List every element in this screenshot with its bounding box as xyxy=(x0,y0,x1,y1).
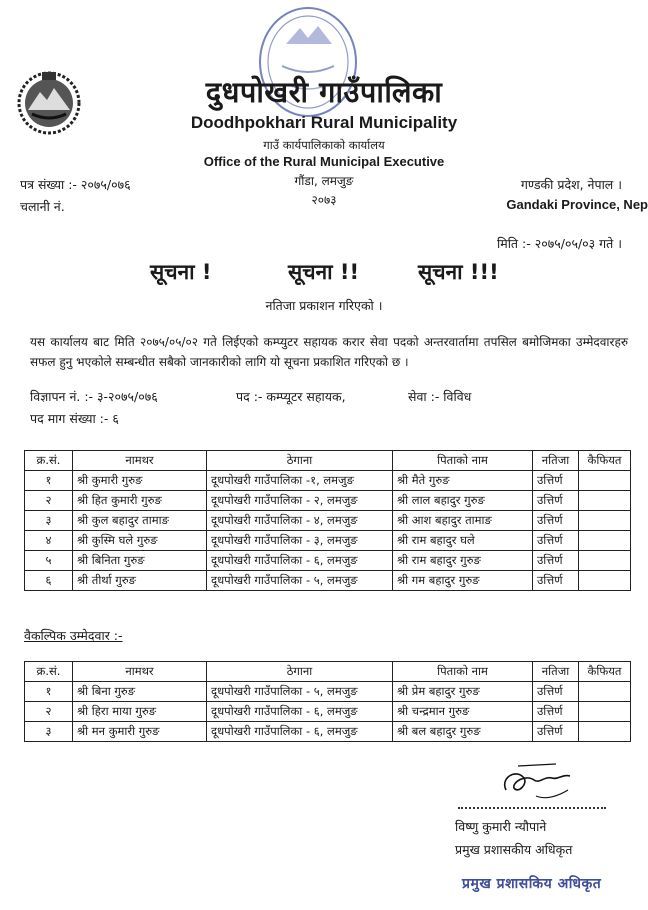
cell-address: दूधपोखरी गाउँपालिका - ५, लमजुङ xyxy=(207,571,393,591)
cell-sn: २ xyxy=(25,702,73,722)
cell-sn: १ xyxy=(25,682,73,702)
cell-address: दूधपोखरी गाउँपालिका - ६, लमजुङ xyxy=(207,702,393,722)
handwritten-signature xyxy=(496,760,576,806)
signature-line xyxy=(458,806,606,809)
service-name: सेवा :- विविध xyxy=(408,389,472,404)
cell-result: उत्तिर्ण xyxy=(533,551,579,571)
cell-remarks xyxy=(579,722,631,742)
cell-father: श्री मैते गुरुङ xyxy=(393,471,533,491)
office-name-nepali: गाउँ कार्यपालिकाको कार्यालय xyxy=(263,138,385,152)
cell-remarks xyxy=(579,471,631,491)
cell-name: श्री बिनिता गुरुङ xyxy=(73,551,207,571)
cell-result: उत्तिर्ण xyxy=(533,491,579,511)
signatory-name: विष्णु कुमारी न्यौपाने xyxy=(455,819,547,834)
cell-result: उत्तिर्ण xyxy=(533,702,579,722)
cell-name: श्री तीर्था गुरुङ xyxy=(73,571,207,591)
dispatch-number: चलानी नं. xyxy=(20,199,65,214)
cell-sn: ४ xyxy=(25,531,73,551)
header-name: नामथर xyxy=(73,662,207,682)
table-row xyxy=(25,551,631,571)
header-remarks: कैफियत xyxy=(579,451,631,471)
cell-remarks xyxy=(579,682,631,702)
header-sn: क्र.सं. xyxy=(25,662,73,682)
table-header-row xyxy=(25,662,631,682)
cell-sn: २ xyxy=(25,491,73,511)
cell-result: उत्तिर्ण xyxy=(533,571,579,591)
cell-address: दूधपोखरी गाउँपालिका -१, लमजुङ xyxy=(207,471,393,491)
cell-remarks xyxy=(579,531,631,551)
header-remarks: कैफियत xyxy=(579,662,631,682)
cell-sn: ६ xyxy=(25,571,73,591)
cell-result: उत्तिर्ण xyxy=(533,511,579,531)
notice-paragraph: यस कार्यालय बाट मिति २०७५/०५/०२ गते लिईएको कम्प्युटर सहायक करार सेवा पदको अन्तरवार्तामा तपसिल बमोजिमका उम्मेदवारहरु सफल हुनु भएकोले सम्बन्धीत सबैको जानकारीको लागि यो सूचना प्रकाशित गरिएको छ । xyxy=(30,335,628,369)
cell-remarks xyxy=(579,491,631,511)
cell-remarks xyxy=(579,511,631,531)
cell-father: श्री गम बहादुर गुरुङ xyxy=(393,571,533,591)
post-name: पद :- कम्प्यूटर सहायक, xyxy=(236,389,346,404)
municipality-title-nepali: दुधपोखरी गाउँपालिका xyxy=(205,75,443,109)
cell-address: दूधपोखरी गाउँपालिका - ४, लमजुङ xyxy=(207,511,393,531)
cell-result: उत्तिर्ण xyxy=(533,722,579,742)
notice-subtitle: नतिजा प्रकाशन गरिएको । xyxy=(265,298,383,313)
cell-father: श्री लाल बहादुर गुरुङ xyxy=(393,491,533,511)
cell-sn: १ xyxy=(25,471,73,491)
cell-address: दूधपोखरी गाउँपालिका - ५, लमजुङ xyxy=(207,682,393,702)
cell-name: श्री हिरा माया गुरुङ xyxy=(73,702,207,722)
cell-sn: ३ xyxy=(25,722,73,742)
table-row xyxy=(25,471,631,491)
alternate-candidates-heading: वैकल्पिक उम्मेदवार :- xyxy=(24,628,123,643)
header-name: नामथर xyxy=(73,451,207,471)
notice-word-2: सूचना !! xyxy=(288,260,360,284)
header-result: नतिजा xyxy=(533,451,579,471)
designation-stamp: प्रमुख प्रशासकिय अधिकृत xyxy=(462,876,602,892)
results-table xyxy=(24,450,631,591)
header-address: ठेगाना xyxy=(207,662,393,682)
cell-father: श्री बल बहादुर गुरुङ xyxy=(393,722,533,742)
cell-remarks xyxy=(579,551,631,571)
header-result: नतिजा xyxy=(533,662,579,682)
header-father: पिताको नाम xyxy=(393,451,533,471)
cell-name: श्री बिना गुरुङ xyxy=(73,682,207,702)
advertisement-number: विज्ञापन नं. :- ३-२०७५/०७६ xyxy=(30,389,158,404)
notice-heading xyxy=(0,258,648,290)
cell-address: दूधपोखरी गाउँपालिका - ६, लमजुङ xyxy=(207,722,393,742)
cell-name: श्री कुस्मि घले गुरुङ xyxy=(73,531,207,551)
table-row xyxy=(25,511,631,531)
cell-father: श्री राम बहादुर गुरुङ xyxy=(393,551,533,571)
header-father: पिताको नाम xyxy=(393,662,533,682)
table-row xyxy=(25,702,631,722)
cell-address: दूधपोखरी गाउँपालिका - ३, लमजुङ xyxy=(207,531,393,551)
office-name-english: Office of the Rural Municipal Executive xyxy=(203,154,445,169)
cell-result: उत्तिर्ण xyxy=(533,531,579,551)
cell-name: श्री मन कुमारी गुरुङ xyxy=(73,722,207,742)
established-year: २०७३ xyxy=(311,193,337,207)
cell-result: उत्तिर्ण xyxy=(533,471,579,491)
cell-name: श्री कुमारी गुरुङ xyxy=(73,471,207,491)
cell-address: दूधपोखरी गाउँपालिका - २, लमजुङ xyxy=(207,491,393,511)
cell-name: श्री हित कुमारी गुरुङ xyxy=(73,491,207,511)
cell-sn: ३ xyxy=(25,511,73,531)
cell-father: श्री चन्द्रमान गुरुङ xyxy=(393,702,533,722)
header-address: ठेगाना xyxy=(207,451,393,471)
cell-address: दूधपोखरी गाउँपालिका - ६, लमजुङ xyxy=(207,551,393,571)
positions-count: पद माग संख्या :- ६ xyxy=(30,411,119,426)
cell-name: श्री कुल बहादुर तामाङ xyxy=(73,511,207,531)
header-sn: क्र.सं. xyxy=(25,451,73,471)
notice-date: मिति :- २०७५/०५/०३ गते । xyxy=(496,236,622,251)
alternate-table xyxy=(24,661,631,742)
office-address: गौंडा, लमजुङ xyxy=(294,174,354,188)
cell-remarks xyxy=(579,571,631,591)
cell-remarks xyxy=(579,702,631,722)
table-row xyxy=(25,491,631,511)
table-row xyxy=(25,722,631,742)
cell-father: श्री राम बहादुर घले xyxy=(393,531,533,551)
table-header-row xyxy=(25,451,631,471)
table-row xyxy=(25,571,631,591)
table-row xyxy=(25,682,631,702)
signatory-designation: प्रमुख प्रशासकीय अधिकृत xyxy=(455,842,573,857)
municipality-title-english: Doodhpokhari Rural Municipality xyxy=(190,113,458,132)
province-english: Gandaki Province, Nep xyxy=(506,197,648,212)
notice-word-1: सूचना ! xyxy=(150,260,212,284)
cell-father: श्री आश बहादुर तामाङ xyxy=(393,511,533,531)
cell-sn: ५ xyxy=(25,551,73,571)
cell-result: उत्तिर्ण xyxy=(533,682,579,702)
province-nepali: गण्डकी प्रदेश, नेपाल । xyxy=(520,177,622,192)
notice-word-3: सूचना !!! xyxy=(418,260,499,284)
reference-number: पत्र संख्या :- २०७५/०७६ xyxy=(20,177,131,192)
table-row xyxy=(25,531,631,551)
cell-father: श्री प्रेम बहादुर गुरुङ xyxy=(393,682,533,702)
